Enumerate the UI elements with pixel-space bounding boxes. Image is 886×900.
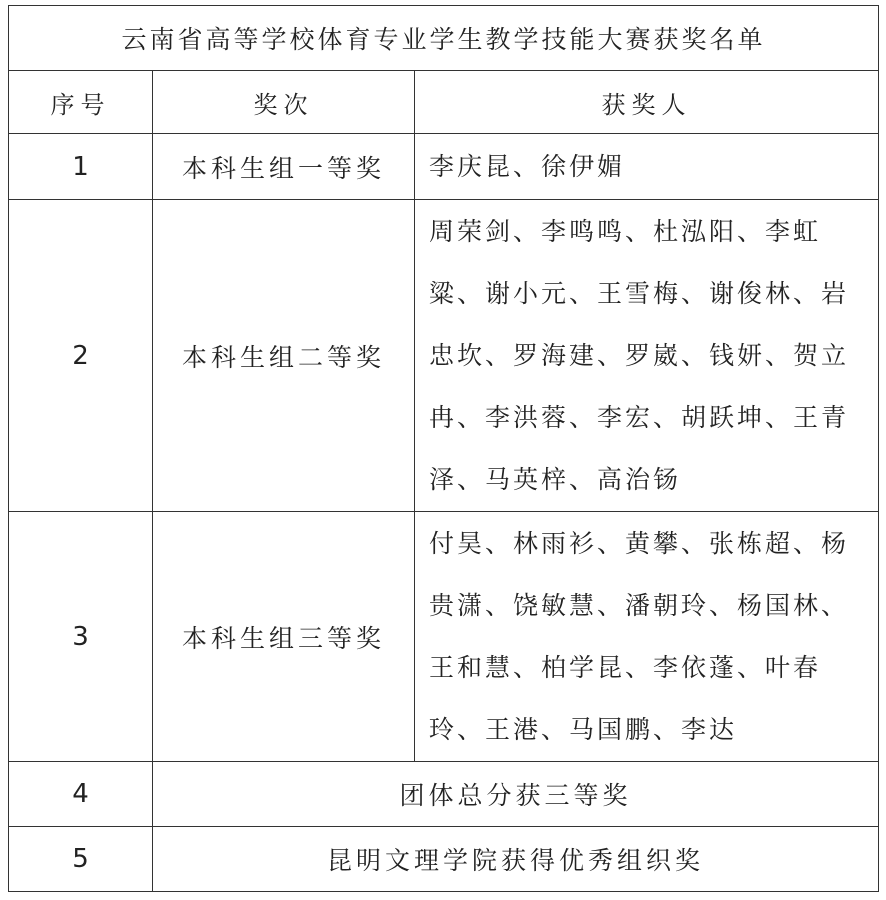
row-award: 本科生组一等奖 [153, 134, 415, 200]
table-title: 云南省高等学校体育专业学生教学技能大赛获奖名单 [9, 6, 879, 71]
header-winners: 获奖人 [415, 71, 879, 134]
table-row [9, 200, 879, 512]
row-winners: 周荣剑、李鸣鸣、杜泓阳、李虹粱、谢小元、王雪梅、谢俊林、岩忠坎、罗海建、罗崴、钱妍、贺立冉、李洪蓉、李宏、胡跃坤、王青泽、马英梓、高治钖 [415, 200, 879, 512]
award-table [8, 5, 879, 892]
table-row [9, 762, 879, 827]
row-award-wide: 团体总分获三等奖 [153, 762, 879, 827]
row-index: 5 [9, 827, 153, 892]
row-winners: 付昊、林雨衫、黄攀、张栋超、杨贵潇、饶敏慧、潘朝玲、杨国林、王和慧、柏学昆、李依蓬、叶春玲、王港、马国鹏、李达 [415, 512, 879, 762]
row-award: 本科生组三等奖 [153, 512, 415, 762]
row-index: 1 [9, 134, 153, 200]
row-award-wide: 昆明文理学院获得优秀组织奖 [153, 827, 879, 892]
header-index: 序号 [9, 71, 153, 134]
title-row [9, 6, 879, 71]
table-row [9, 827, 879, 892]
row-award: 本科生组二等奖 [153, 200, 415, 512]
header-row [9, 71, 879, 134]
header-award: 奖次 [153, 71, 415, 134]
row-index: 4 [9, 762, 153, 827]
row-index: 2 [9, 200, 153, 512]
table-row [9, 134, 879, 200]
table-row [9, 512, 879, 762]
row-winners: 李庆昆、徐伊媚 [415, 134, 879, 200]
row-index: 3 [9, 512, 153, 762]
